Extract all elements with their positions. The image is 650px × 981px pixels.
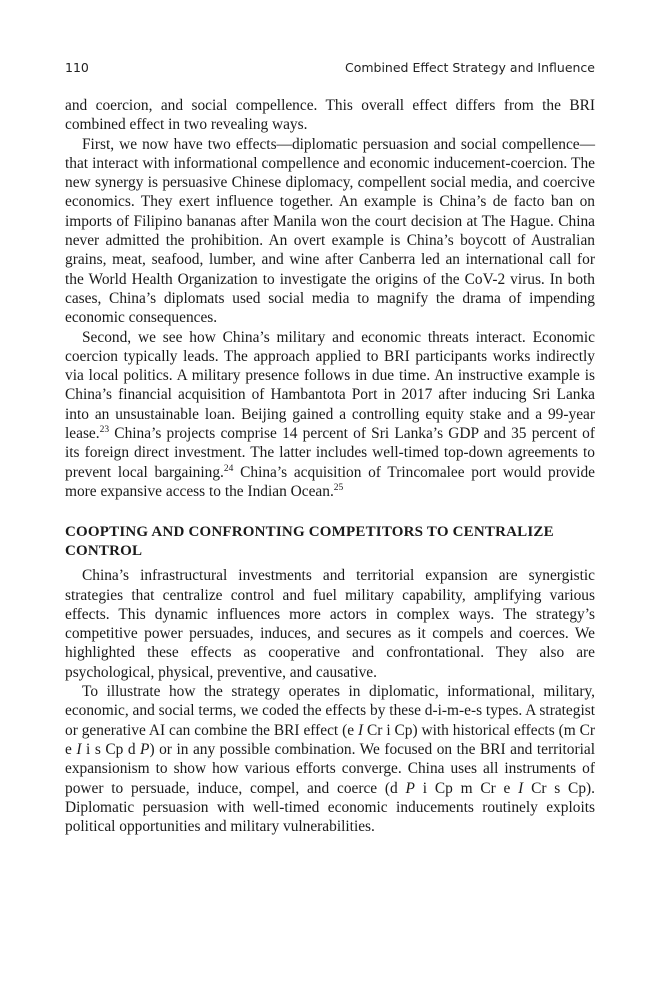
- dimes-italic-j: I: [518, 779, 524, 797]
- dimes-text-k: Cr s Cp). Diplomatic persuasion with well-timed economic inducements routinely exploits political opportunities and military vulnerabilities.: [65, 779, 595, 836]
- dimes-italic-f: P: [140, 740, 150, 758]
- dimes-text-a: To illustrate how the strategy operates in diplomatic, informational, military, economic, and social terms, we coded the effects by these d-i-m-e-s types. A strategist or generative AI can combine the BRI effect (e: [65, 683, 595, 739]
- dimes-text-c: Cr i Cp) with historical effects (m Cr e: [65, 721, 595, 758]
- paragraph-infrastructure: China’s infrastructural investments and territorial expansion are synergistic strategies that centralize control and fuel military capability, amplifying various effects. This dynamic influences more actors in complex ways. The strategy’s competitive power persuades, induces, and secures as it compels and coerces. We highlighted these effects as cooperative and confrontational. They also are psychological, physical, preventive, and causative.: [65, 567, 595, 681]
- page-number: 110: [65, 60, 89, 75]
- paragraph-first-way: First, we now have two effects—diplomatic persuasion and social compellence—that interact with informational compellence and economic inducement-coercion. The new synergy is persuasive Chinese diplomacy, compellent social media, and coercive economics. They exert influence together. An example is China’s de facto ban on imports of Filipino bananas after Manila won the court decision at The Hague. China never admitted the prohibition. An overt example is China’s boycott of Australian grains, meat, seafood, lumber, and wine after Canberra led an international call for the World Health Organization to investigate the origins of the CoV-2 virus. In both cases, China’s diplomats used social media to magnify the drama of impending economic consequences.: [65, 135, 595, 327]
- paragraph-dimes-coding: [65, 682, 595, 836]
- footnote-ref-23[interactable]: 23: [99, 424, 110, 435]
- section-heading: COOPTING AND CONFRONTING COMPETITORS TO CENTRALIZE CONTROL: [65, 524, 554, 560]
- dimes-text-i: i Cp m Cr e: [414, 779, 519, 797]
- paragraph-second-way-text-c: China’s acquisition of Trincomalee port would provide more expansive access to the Indian Ocean.: [65, 463, 596, 500]
- footnote-ref-24[interactable]: 24: [223, 463, 234, 474]
- dimes-italic-b: I: [357, 721, 364, 739]
- book-page: [65, 60, 595, 836]
- dimes-text-g: ) or in any possible combination. We focused on the BRI and territorial expansionism to show how various efforts converge. China uses all instruments of power to persuade, induce, compel, and coerce (d: [65, 740, 595, 797]
- body-text: [65, 96, 595, 836]
- dimes-italic-d: I: [76, 740, 82, 758]
- paragraph-second-way-text-b: China’s projects comprise 14 percent of Sri Lanka’s GDP and 35 percent of its foreign direct investment. The latter includes well-timed top-down agreements to prevent local bargaining.: [65, 425, 595, 481]
- paragraph-second-way: [65, 328, 595, 502]
- footnote-ref-25[interactable]: 25: [333, 482, 344, 493]
- paragraph-continuation: and coercion, and social compellence. This overall effect differs from the BRI combined effect in two revealing ways.: [65, 97, 595, 134]
- running-title: Combined Effect Strategy and Influence: [344, 60, 595, 75]
- running-header: [65, 60, 595, 80]
- paragraph-second-way-text-a: Second, we see how China’s military and economic threats interact. Economic coercion typically leads. The approach applied to BRI participants works indirectly via local politics. A military presence follows in due time. An instructive example is China’s financial acquisition of Hambantota Port in 2017 after inducing Sri Lanka into an unsustainable loan. Beijing gained a controlling equity stake and a 99-year lease.: [65, 328, 595, 443]
- dimes-italic-h: P: [405, 779, 415, 797]
- dimes-text-e: i s Cp d: [81, 740, 141, 758]
